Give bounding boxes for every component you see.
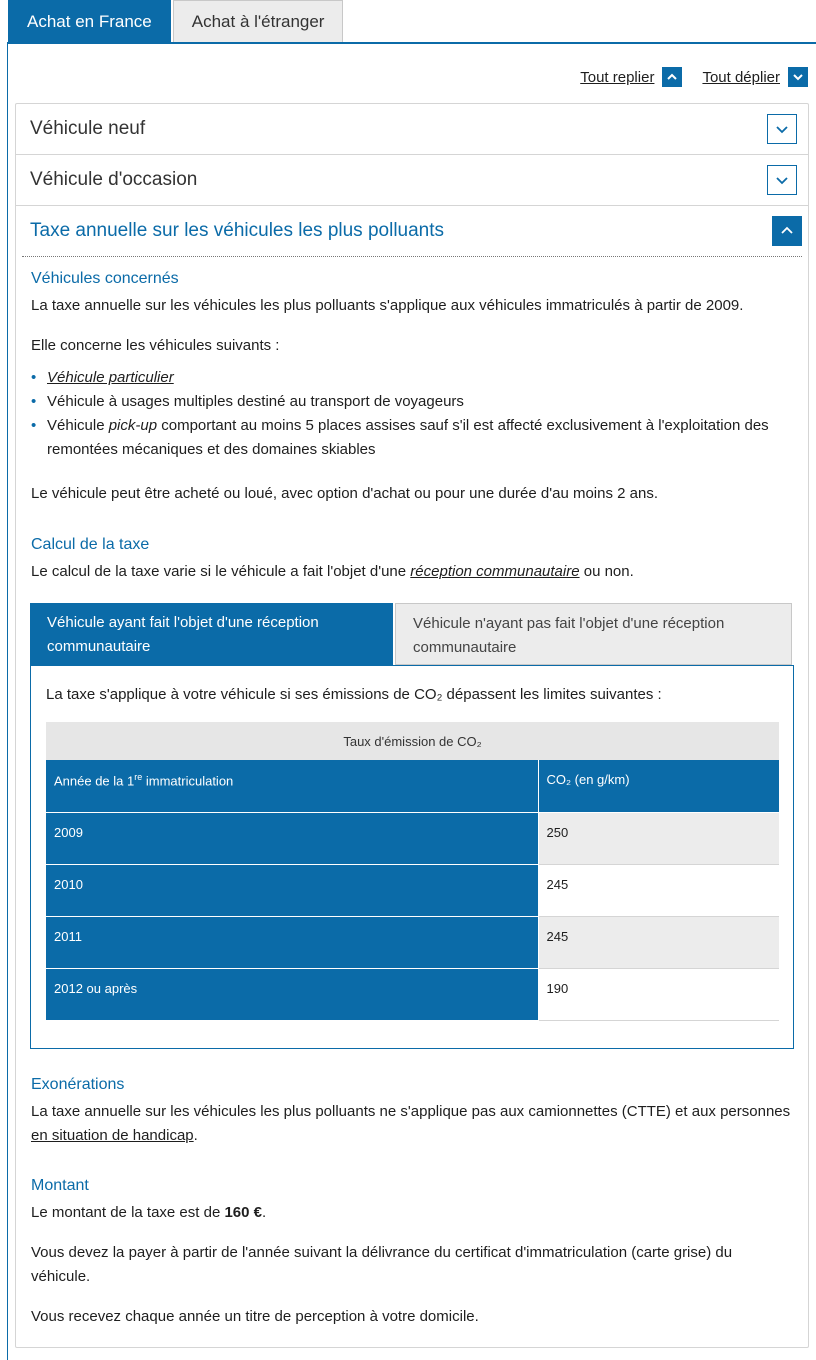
- year-cell: 2011: [46, 916, 538, 968]
- tab-achat-en-france[interactable]: Achat en France: [8, 0, 171, 43]
- paragraph: La taxe annuelle sur les véhicules les plus polluants s'applique aux véhicules immatriculés à partir de 2009.: [31, 297, 744, 314]
- year-cell: 2010: [46, 864, 538, 916]
- reception-tabs: [30, 603, 792, 665]
- reception-tab-panel: [30, 665, 794, 1049]
- collapse-all-link[interactable]: Tout replier: [580, 68, 655, 86]
- chevron-down-icon[interactable]: [767, 114, 797, 144]
- co2-cell: 250: [538, 812, 779, 864]
- section-heading: Montant: [31, 1177, 89, 1194]
- column-header-year: Année de la 1re immatriculation: [46, 760, 538, 812]
- accordion-header-vehicule-neuf[interactable]: [16, 104, 808, 155]
- reception-communautaire-link[interactable]: réception communautaire: [410, 563, 580, 580]
- co2-cell: 245: [538, 916, 779, 968]
- year-cell: 2009: [46, 812, 538, 864]
- list-item: [31, 366, 791, 390]
- chevron-up-icon[interactable]: [662, 67, 682, 87]
- column-header-co2: CO₂ (en g/km): [538, 760, 779, 812]
- paragraph: Vous recevez chaque année un titre de perception à votre domicile.: [31, 1308, 479, 1325]
- section-calcul-taxe: [31, 536, 791, 584]
- section-montant: [31, 1177, 791, 1329]
- chevron-up-icon[interactable]: [772, 216, 802, 246]
- chevron-down-icon[interactable]: [788, 67, 808, 87]
- tab-achat-etranger[interactable]: Achat à l'étranger: [173, 0, 344, 43]
- paragraph: Vous devez la payer à partir de l'année suivant la délivrance du certificat d'immatriculation (carte grise) du véhicule.: [31, 1244, 733, 1285]
- table-caption: Taux d'émission de CO₂: [46, 722, 779, 760]
- toggle-all-controls: [580, 67, 808, 87]
- paragraph: Elle concerne les véhicules suivants :: [31, 337, 280, 354]
- accordion-title: Véhicule d'occasion: [30, 169, 198, 190]
- table-row: [46, 968, 779, 1020]
- accordion-header-taxe-annuelle[interactable]: [22, 206, 802, 257]
- list-item: • Véhicule à usages multiples destiné au transport de voyageurs: [31, 390, 791, 414]
- handicap-link[interactable]: en situation de handicap: [31, 1127, 194, 1144]
- tab-avec-reception[interactable]: Véhicule ayant fait l'objet d'une réception communautaire: [30, 603, 393, 665]
- section-heading: Calcul de la taxe: [31, 536, 150, 553]
- country-tabs: [8, 0, 345, 43]
- table-row: [46, 916, 779, 968]
- accordion-header-vehicule-occasion[interactable]: [16, 155, 808, 206]
- section-heading: Exonérations: [31, 1076, 125, 1093]
- expand-all-link[interactable]: Tout déplier: [702, 68, 780, 86]
- paragraph: Le véhicule peut être acheté ou loué, avec option d'achat ou pour une durée d'au moins 2 ans.: [31, 485, 659, 502]
- table-header-row: [46, 760, 779, 812]
- accordion-title: Taxe annuelle sur les véhicules les plus polluants: [30, 220, 445, 241]
- section-exonerations: [31, 1076, 791, 1148]
- accordion-title: Véhicule neuf: [30, 118, 146, 139]
- paragraph: Le montant de la taxe est de 160 €.: [31, 1204, 267, 1221]
- tax-amount: 160 €: [224, 1204, 263, 1221]
- section-vehicules-concernes: [31, 270, 791, 506]
- table-row: [46, 864, 779, 916]
- list-item: • Véhicule pick-up comportant au moins 5 places assises sauf s'il est affecté exclusivement à l'exploitation des remontées mécaniques et des domaines skiables: [31, 414, 791, 462]
- vehicle-list: [31, 366, 791, 462]
- section-heading: Véhicules concernés: [31, 270, 179, 287]
- table-row: [46, 812, 779, 864]
- tab-sans-reception[interactable]: Véhicule n'ayant pas fait l'objet d'une réception communautaire: [395, 603, 792, 665]
- co2-cell: 245: [538, 864, 779, 916]
- chevron-down-icon[interactable]: [767, 165, 797, 195]
- vehicule-particulier-link[interactable]: Véhicule particulier: [47, 369, 174, 386]
- co2-table: [46, 722, 779, 1021]
- year-cell: 2012 ou après: [46, 968, 538, 1020]
- panel-intro: La taxe s'applique à votre véhicule si ses émissions de CO₂ dépassent les limites suivantes :: [46, 686, 662, 703]
- paragraph: Le calcul de la taxe varie si le véhicule a fait l'objet d'une réception communautaire ou non.: [31, 563, 634, 580]
- co2-cell: 190: [538, 968, 779, 1020]
- paragraph: La taxe annuelle sur les véhicules les plus polluants ne s'applique pas aux camionnettes (CTTE) et aux personnes en situation de handicap.: [31, 1103, 791, 1144]
